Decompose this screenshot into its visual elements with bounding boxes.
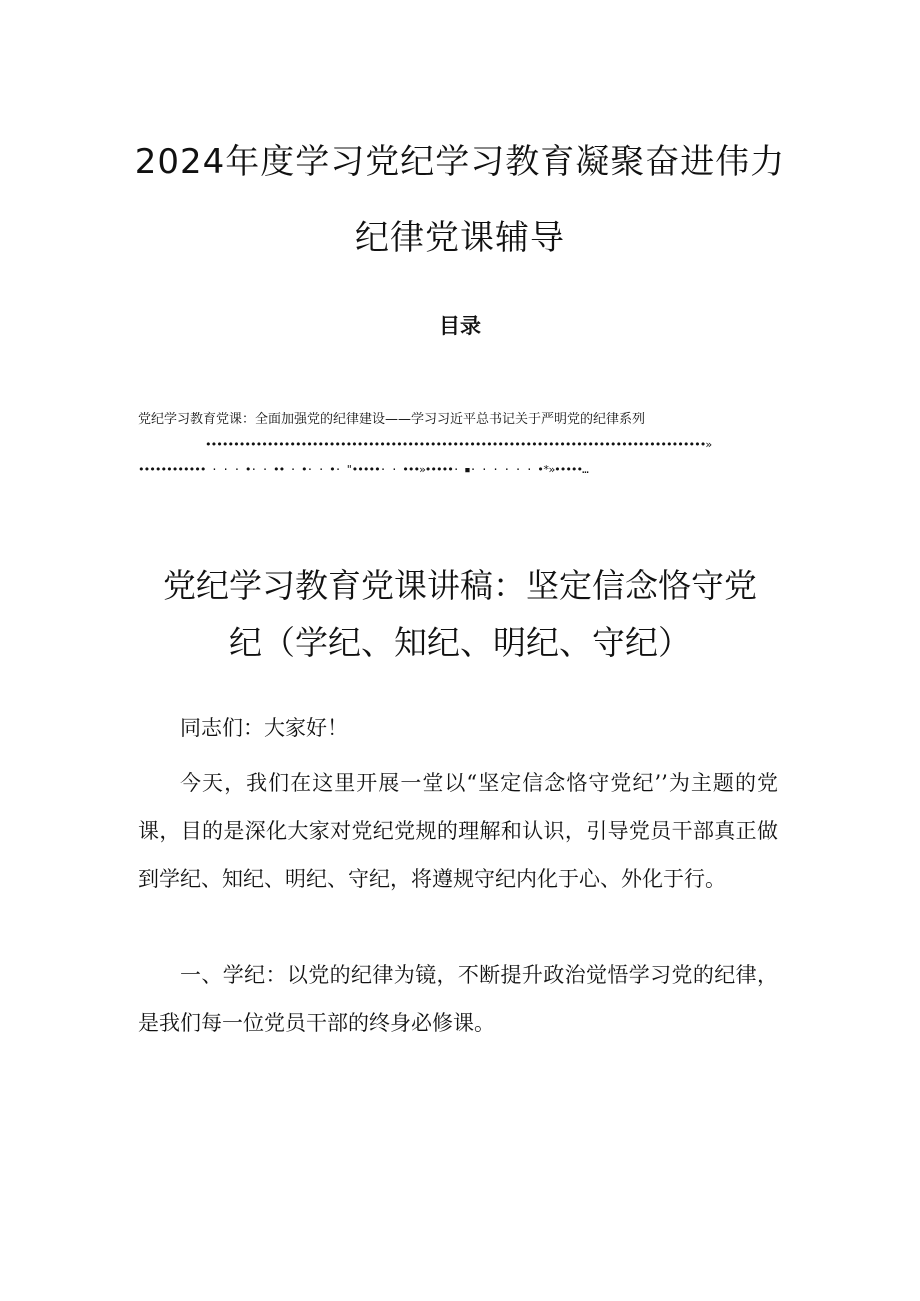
toc-leader-dots-2: •••••••••••• · · · •· · •• · •· · •· "•••••· · •••»•••••· ▪· · · · · · •*»•••••…: [138, 463, 588, 476]
section-one-paragraph: 一、学纪：以党的纪律为镜，不断提升政治觉悟学习党的纪律，是我们每一位党员干部的终身必修课。: [138, 963, 778, 1035]
cover-title-line1: 2024年度学习党纪学习教育凝聚奋进伟力: [134, 142, 786, 182]
article-title-line1: 党纪学习教育党课讲稿：坚定信念恪守党: [163, 566, 757, 605]
toc-entry[interactable]: 党纪学习教育党课：全面加强党的纪律建设——学习习近平总书记关于严明党的纪律系列: [138, 412, 646, 427]
toc-leader-dots-1: •••••••••••••••••••••••••••••••••••••••••••••••••••••••••••••••••••••••••••••••••••••••••»: [205, 438, 712, 451]
toc-heading: 目录: [439, 314, 481, 338]
article-title-line2: 纪（学纪、知纪、明纪、守纪）: [229, 623, 691, 662]
greeting-paragraph: 同志们：大家好！: [180, 716, 348, 740]
intro-paragraph: 今天，我们在这里开展一堂以“坚定信念恪守党纪’’为主题的党课，目的是深化大家对党纪党规的理解和认识，引导党员干部真正做到学纪、知纪、明纪、守纪，将遵规守纪内化于心、外化于行。: [138, 771, 778, 891]
cover-title-line2: 纪律党课辅导: [355, 218, 565, 258]
